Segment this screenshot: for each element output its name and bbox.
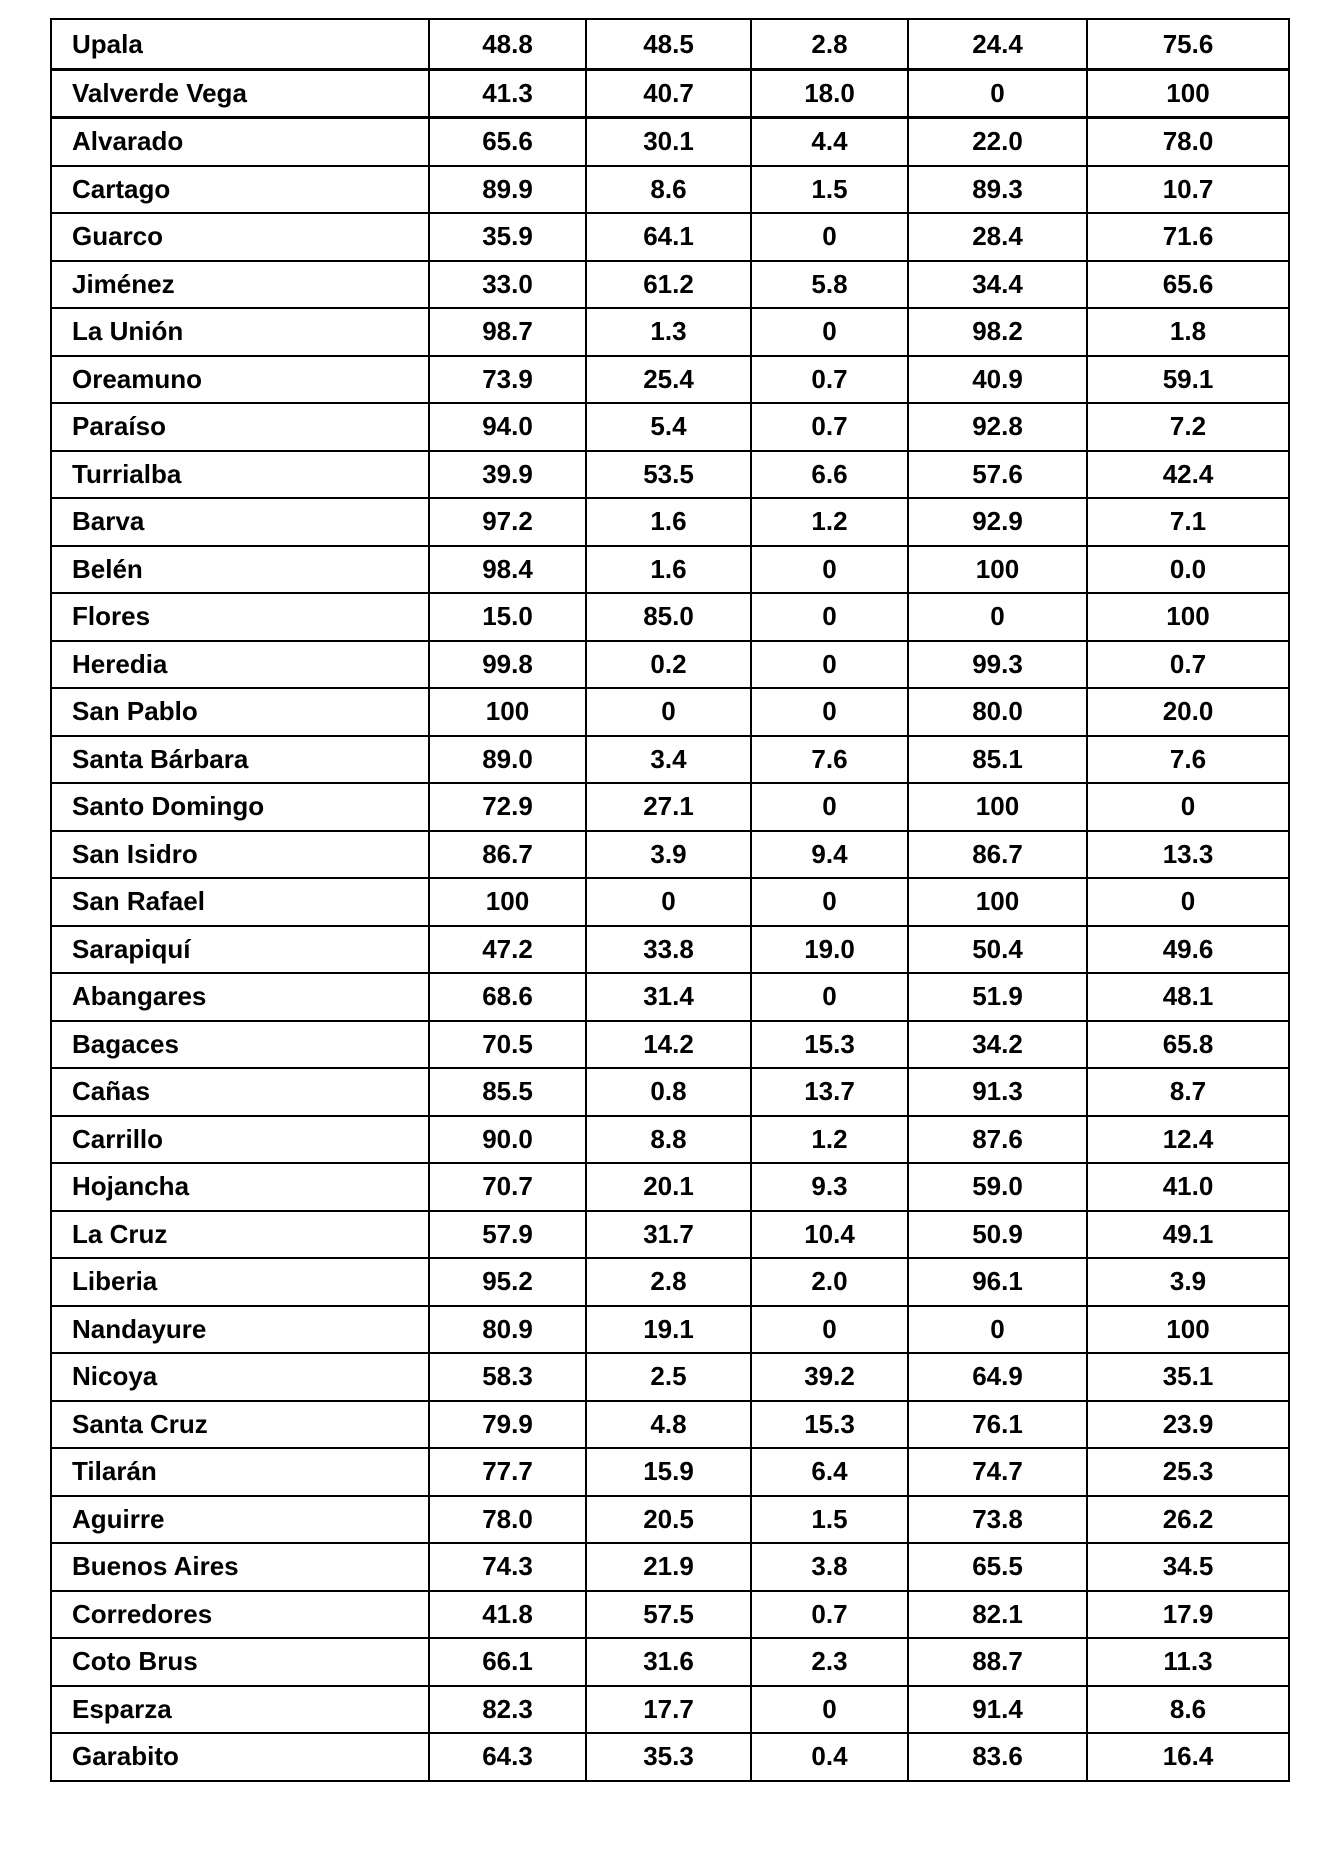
value-cell-col2: 31.7 — [586, 1211, 751, 1259]
value-cell-col3: 0.4 — [751, 1733, 908, 1781]
value-cell-col1: 97.2 — [429, 498, 586, 546]
value-cell-col2: 3.4 — [586, 736, 751, 784]
municipality-name: Tilarán — [51, 1448, 429, 1496]
value-cell-col5: 0.0 — [1087, 546, 1289, 594]
value-cell-col1: 77.7 — [429, 1448, 586, 1496]
value-cell-col4: 50.4 — [908, 926, 1087, 974]
municipality-name: Oreamuno — [51, 356, 429, 404]
value-cell-col1: 47.2 — [429, 926, 586, 974]
value-cell-col4: 87.6 — [908, 1116, 1087, 1164]
value-cell-col3: 0 — [751, 593, 908, 641]
value-cell-col3: 0 — [751, 546, 908, 594]
value-cell-col4: 100 — [908, 878, 1087, 926]
municipality-name: Sarapiquí — [51, 926, 429, 974]
value-cell-col4: 76.1 — [908, 1401, 1087, 1449]
value-cell-col1: 48.8 — [429, 19, 586, 69]
value-cell-col4: 86.7 — [908, 831, 1087, 879]
value-cell-col2: 15.9 — [586, 1448, 751, 1496]
value-cell-col5: 0 — [1087, 783, 1289, 831]
municipality-name: Aguirre — [51, 1496, 429, 1544]
value-cell-col4: 92.9 — [908, 498, 1087, 546]
value-cell-col3: 18.0 — [751, 69, 908, 118]
value-cell-col4: 28.4 — [908, 213, 1087, 261]
value-cell-col2: 27.1 — [586, 783, 751, 831]
table-row — [51, 1686, 1289, 1734]
value-cell-col1: 82.3 — [429, 1686, 586, 1734]
municipality-name: Garabito — [51, 1733, 429, 1781]
value-cell-col3: 0 — [751, 688, 908, 736]
value-cell-col3: 0 — [751, 213, 908, 261]
value-cell-col1: 74.3 — [429, 1543, 586, 1591]
municipality-name: Upala — [51, 19, 429, 69]
value-cell-col1: 65.6 — [429, 118, 586, 166]
municipality-name: Santo Domingo — [51, 783, 429, 831]
value-cell-col2: 53.5 — [586, 451, 751, 499]
table-row — [51, 688, 1289, 736]
value-cell-col5: 48.1 — [1087, 973, 1289, 1021]
value-cell-col2: 2.8 — [586, 1258, 751, 1306]
value-cell-col3: 4.4 — [751, 118, 908, 166]
value-cell-col5: 65.6 — [1087, 261, 1289, 309]
table-row — [51, 213, 1289, 261]
value-cell-col4: 0 — [908, 593, 1087, 641]
value-cell-col4: 89.3 — [908, 166, 1087, 214]
value-cell-col4: 51.9 — [908, 973, 1087, 1021]
table-row — [51, 69, 1289, 118]
value-cell-col5: 25.3 — [1087, 1448, 1289, 1496]
value-cell-col2: 8.6 — [586, 166, 751, 214]
table-row — [51, 1021, 1289, 1069]
table-row — [51, 1116, 1289, 1164]
value-cell-col1: 89.0 — [429, 736, 586, 784]
value-cell-col4: 65.5 — [908, 1543, 1087, 1591]
value-cell-col5: 11.3 — [1087, 1638, 1289, 1686]
municipality-name: San Rafael — [51, 878, 429, 926]
value-cell-col4: 91.3 — [908, 1068, 1087, 1116]
value-cell-col4: 100 — [908, 546, 1087, 594]
municipality-name: San Pablo — [51, 688, 429, 736]
value-cell-col5: 0.7 — [1087, 641, 1289, 689]
value-cell-col5: 10.7 — [1087, 166, 1289, 214]
value-cell-col3: 0 — [751, 308, 908, 356]
value-cell-col4: 64.9 — [908, 1353, 1087, 1401]
value-cell-col3: 6.6 — [751, 451, 908, 499]
value-cell-col1: 70.7 — [429, 1163, 586, 1211]
value-cell-col2: 20.1 — [586, 1163, 751, 1211]
table-row — [51, 641, 1289, 689]
table-row — [51, 831, 1289, 879]
value-cell-col3: 0 — [751, 1306, 908, 1354]
table-row — [51, 1543, 1289, 1591]
municipality-name: Bagaces — [51, 1021, 429, 1069]
value-cell-col1: 41.3 — [429, 69, 586, 118]
table-row — [51, 118, 1289, 166]
value-cell-col3: 0 — [751, 973, 908, 1021]
value-cell-col2: 30.1 — [586, 118, 751, 166]
value-cell-col5: 100 — [1087, 593, 1289, 641]
table-row — [51, 403, 1289, 451]
value-cell-col1: 95.2 — [429, 1258, 586, 1306]
municipality-name: La Cruz — [51, 1211, 429, 1259]
municipality-name: Nicoya — [51, 1353, 429, 1401]
value-cell-col5: 12.4 — [1087, 1116, 1289, 1164]
municipality-name: La Unión — [51, 308, 429, 356]
value-cell-col2: 5.4 — [586, 403, 751, 451]
value-cell-col2: 40.7 — [586, 69, 751, 118]
value-cell-col5: 41.0 — [1087, 1163, 1289, 1211]
value-cell-col5: 34.5 — [1087, 1543, 1289, 1591]
value-cell-col5: 23.9 — [1087, 1401, 1289, 1449]
table-row — [51, 1068, 1289, 1116]
value-cell-col5: 1.8 — [1087, 308, 1289, 356]
value-cell-col1: 39.9 — [429, 451, 586, 499]
value-cell-col4: 59.0 — [908, 1163, 1087, 1211]
value-cell-col3: 7.6 — [751, 736, 908, 784]
table-row — [51, 1638, 1289, 1686]
value-cell-col3: 0 — [751, 783, 908, 831]
value-cell-col4: 57.6 — [908, 451, 1087, 499]
value-cell-col2: 3.9 — [586, 831, 751, 879]
value-cell-col2: 8.8 — [586, 1116, 751, 1164]
value-cell-col2: 20.5 — [586, 1496, 751, 1544]
value-cell-col4: 74.7 — [908, 1448, 1087, 1496]
value-cell-col2: 19.1 — [586, 1306, 751, 1354]
value-cell-col1: 41.8 — [429, 1591, 586, 1639]
value-cell-col3: 0 — [751, 1686, 908, 1734]
municipality-name: Santa Bárbara — [51, 736, 429, 784]
value-cell-col2: 0.2 — [586, 641, 751, 689]
value-cell-col4: 0 — [908, 69, 1087, 118]
value-cell-col1: 64.3 — [429, 1733, 586, 1781]
value-cell-col5: 3.9 — [1087, 1258, 1289, 1306]
value-cell-col1: 98.7 — [429, 308, 586, 356]
value-cell-col2: 1.6 — [586, 498, 751, 546]
value-cell-col3: 9.3 — [751, 1163, 908, 1211]
table-row — [51, 1448, 1289, 1496]
value-cell-col4: 85.1 — [908, 736, 1087, 784]
value-cell-col2: 85.0 — [586, 593, 751, 641]
value-cell-col5: 65.8 — [1087, 1021, 1289, 1069]
table-row — [51, 1591, 1289, 1639]
value-cell-col4: 34.2 — [908, 1021, 1087, 1069]
value-cell-col4: 83.6 — [908, 1733, 1087, 1781]
value-cell-col1: 78.0 — [429, 1496, 586, 1544]
value-cell-col4: 99.3 — [908, 641, 1087, 689]
value-cell-col1: 100 — [429, 688, 586, 736]
value-cell-col1: 79.9 — [429, 1401, 586, 1449]
value-cell-col1: 89.9 — [429, 166, 586, 214]
value-cell-col2: 25.4 — [586, 356, 751, 404]
value-cell-col4: 24.4 — [908, 19, 1087, 69]
value-cell-col3: 1.2 — [751, 498, 908, 546]
value-cell-col2: 2.5 — [586, 1353, 751, 1401]
value-cell-col5: 7.2 — [1087, 403, 1289, 451]
value-cell-col3: 0.7 — [751, 403, 908, 451]
value-cell-col2: 14.2 — [586, 1021, 751, 1069]
value-cell-col2: 33.8 — [586, 926, 751, 974]
value-cell-col3: 19.0 — [751, 926, 908, 974]
value-cell-col2: 1.6 — [586, 546, 751, 594]
table-row — [51, 878, 1289, 926]
municipality-name: Corredores — [51, 1591, 429, 1639]
value-cell-col1: 33.0 — [429, 261, 586, 309]
value-cell-col1: 68.6 — [429, 973, 586, 1021]
table-row — [51, 261, 1289, 309]
value-cell-col5: 26.2 — [1087, 1496, 1289, 1544]
municipality-name: Paraíso — [51, 403, 429, 451]
value-cell-col3: 39.2 — [751, 1353, 908, 1401]
value-cell-col3: 15.3 — [751, 1021, 908, 1069]
value-cell-col1: 85.5 — [429, 1068, 586, 1116]
value-cell-col3: 1.5 — [751, 1496, 908, 1544]
table-row — [51, 356, 1289, 404]
municipality-name: Jiménez — [51, 261, 429, 309]
value-cell-col1: 70.5 — [429, 1021, 586, 1069]
value-cell-col1: 99.8 — [429, 641, 586, 689]
value-cell-col4: 100 — [908, 783, 1087, 831]
table-row — [51, 926, 1289, 974]
value-cell-col3: 0.7 — [751, 356, 908, 404]
value-cell-col5: 20.0 — [1087, 688, 1289, 736]
table-row — [51, 1211, 1289, 1259]
table-row — [51, 1496, 1289, 1544]
municipality-name: Abangares — [51, 973, 429, 1021]
value-cell-col2: 21.9 — [586, 1543, 751, 1591]
value-cell-col2: 1.3 — [586, 308, 751, 356]
value-cell-col5: 0 — [1087, 878, 1289, 926]
value-cell-col1: 72.9 — [429, 783, 586, 831]
value-cell-col1: 58.3 — [429, 1353, 586, 1401]
value-cell-col2: 57.5 — [586, 1591, 751, 1639]
table-row — [51, 1353, 1289, 1401]
table-row — [51, 166, 1289, 214]
value-cell-col2: 0.8 — [586, 1068, 751, 1116]
value-cell-col2: 0 — [586, 878, 751, 926]
municipality-name: Cañas — [51, 1068, 429, 1116]
value-cell-col5: 8.7 — [1087, 1068, 1289, 1116]
value-cell-col5: 78.0 — [1087, 118, 1289, 166]
municipality-name: Liberia — [51, 1258, 429, 1306]
value-cell-col1: 94.0 — [429, 403, 586, 451]
value-cell-col5: 35.1 — [1087, 1353, 1289, 1401]
value-cell-col1: 57.9 — [429, 1211, 586, 1259]
table-row — [51, 308, 1289, 356]
value-cell-col4: 73.8 — [908, 1496, 1087, 1544]
value-cell-col1: 98.4 — [429, 546, 586, 594]
value-cell-col3: 1.5 — [751, 166, 908, 214]
table-row — [51, 783, 1289, 831]
value-cell-col4: 50.9 — [908, 1211, 1087, 1259]
municipality-name: Santa Cruz — [51, 1401, 429, 1449]
municipality-name: Belén — [51, 546, 429, 594]
table-row — [51, 593, 1289, 641]
municipality-name: Turrialba — [51, 451, 429, 499]
value-cell-col3: 5.8 — [751, 261, 908, 309]
value-cell-col3: 3.8 — [751, 1543, 908, 1591]
value-cell-col4: 88.7 — [908, 1638, 1087, 1686]
value-cell-col1: 73.9 — [429, 356, 586, 404]
municipality-name: Carrillo — [51, 1116, 429, 1164]
value-cell-col3: 9.4 — [751, 831, 908, 879]
municipality-name: Coto Brus — [51, 1638, 429, 1686]
value-cell-col3: 13.7 — [751, 1068, 908, 1116]
value-cell-col4: 91.4 — [908, 1686, 1087, 1734]
value-cell-col2: 4.8 — [586, 1401, 751, 1449]
value-cell-col3: 0.7 — [751, 1591, 908, 1639]
value-cell-col3: 0 — [751, 641, 908, 689]
value-cell-col3: 15.3 — [751, 1401, 908, 1449]
value-cell-col5: 13.3 — [1087, 831, 1289, 879]
municipality-name: Hojancha — [51, 1163, 429, 1211]
value-cell-col3: 1.2 — [751, 1116, 908, 1164]
value-cell-col2: 35.3 — [586, 1733, 751, 1781]
value-cell-col2: 64.1 — [586, 213, 751, 261]
value-cell-col3: 2.3 — [751, 1638, 908, 1686]
table-row — [51, 1733, 1289, 1781]
value-cell-col4: 98.2 — [908, 308, 1087, 356]
value-cell-col1: 80.9 — [429, 1306, 586, 1354]
data-table — [50, 18, 1290, 1782]
table-row — [51, 1306, 1289, 1354]
table-row — [51, 1401, 1289, 1449]
municipality-name: Guarco — [51, 213, 429, 261]
value-cell-col4: 82.1 — [908, 1591, 1087, 1639]
municipality-name: Cartago — [51, 166, 429, 214]
table-row — [51, 19, 1289, 69]
table-row — [51, 973, 1289, 1021]
value-cell-col4: 92.8 — [908, 403, 1087, 451]
municipality-name: Esparza — [51, 1686, 429, 1734]
table-row — [51, 1258, 1289, 1306]
municipality-name: Barva — [51, 498, 429, 546]
value-cell-col4: 40.9 — [908, 356, 1087, 404]
value-cell-col2: 61.2 — [586, 261, 751, 309]
table-row — [51, 451, 1289, 499]
value-cell-col4: 80.0 — [908, 688, 1087, 736]
value-cell-col5: 42.4 — [1087, 451, 1289, 499]
value-cell-col2: 48.5 — [586, 19, 751, 69]
value-cell-col2: 17.7 — [586, 1686, 751, 1734]
municipality-name: Valverde Vega — [51, 69, 429, 118]
value-cell-col2: 31.4 — [586, 973, 751, 1021]
value-cell-col5: 7.1 — [1087, 498, 1289, 546]
municipality-name: Flores — [51, 593, 429, 641]
municipality-name: Nandayure — [51, 1306, 429, 1354]
value-cell-col5: 75.6 — [1087, 19, 1289, 69]
value-cell-col5: 17.9 — [1087, 1591, 1289, 1639]
value-cell-col5: 71.6 — [1087, 213, 1289, 261]
municipality-name: Buenos Aires — [51, 1543, 429, 1591]
value-cell-col2: 0 — [586, 688, 751, 736]
value-cell-col5: 100 — [1087, 1306, 1289, 1354]
value-cell-col3: 10.4 — [751, 1211, 908, 1259]
value-cell-col1: 100 — [429, 878, 586, 926]
table-row — [51, 546, 1289, 594]
table-body — [51, 19, 1289, 1781]
table-row — [51, 1163, 1289, 1211]
value-cell-col5: 8.6 — [1087, 1686, 1289, 1734]
value-cell-col5: 49.1 — [1087, 1211, 1289, 1259]
value-cell-col3: 2.8 — [751, 19, 908, 69]
value-cell-col5: 49.6 — [1087, 926, 1289, 974]
value-cell-col3: 0 — [751, 878, 908, 926]
value-cell-col5: 100 — [1087, 69, 1289, 118]
municipality-name: Alvarado — [51, 118, 429, 166]
value-cell-col2: 31.6 — [586, 1638, 751, 1686]
municipality-name: San Isidro — [51, 831, 429, 879]
value-cell-col1: 35.9 — [429, 213, 586, 261]
value-cell-col1: 86.7 — [429, 831, 586, 879]
value-cell-col4: 0 — [908, 1306, 1087, 1354]
value-cell-col5: 59.1 — [1087, 356, 1289, 404]
municipality-name: Heredia — [51, 641, 429, 689]
value-cell-col4: 34.4 — [908, 261, 1087, 309]
value-cell-col1: 90.0 — [429, 1116, 586, 1164]
table-row — [51, 736, 1289, 784]
value-cell-col4: 22.0 — [908, 118, 1087, 166]
value-cell-col3: 2.0 — [751, 1258, 908, 1306]
value-cell-col3: 6.4 — [751, 1448, 908, 1496]
value-cell-col4: 96.1 — [908, 1258, 1087, 1306]
value-cell-col5: 16.4 — [1087, 1733, 1289, 1781]
table-row — [51, 498, 1289, 546]
value-cell-col1: 15.0 — [429, 593, 586, 641]
value-cell-col5: 7.6 — [1087, 736, 1289, 784]
value-cell-col1: 66.1 — [429, 1638, 586, 1686]
